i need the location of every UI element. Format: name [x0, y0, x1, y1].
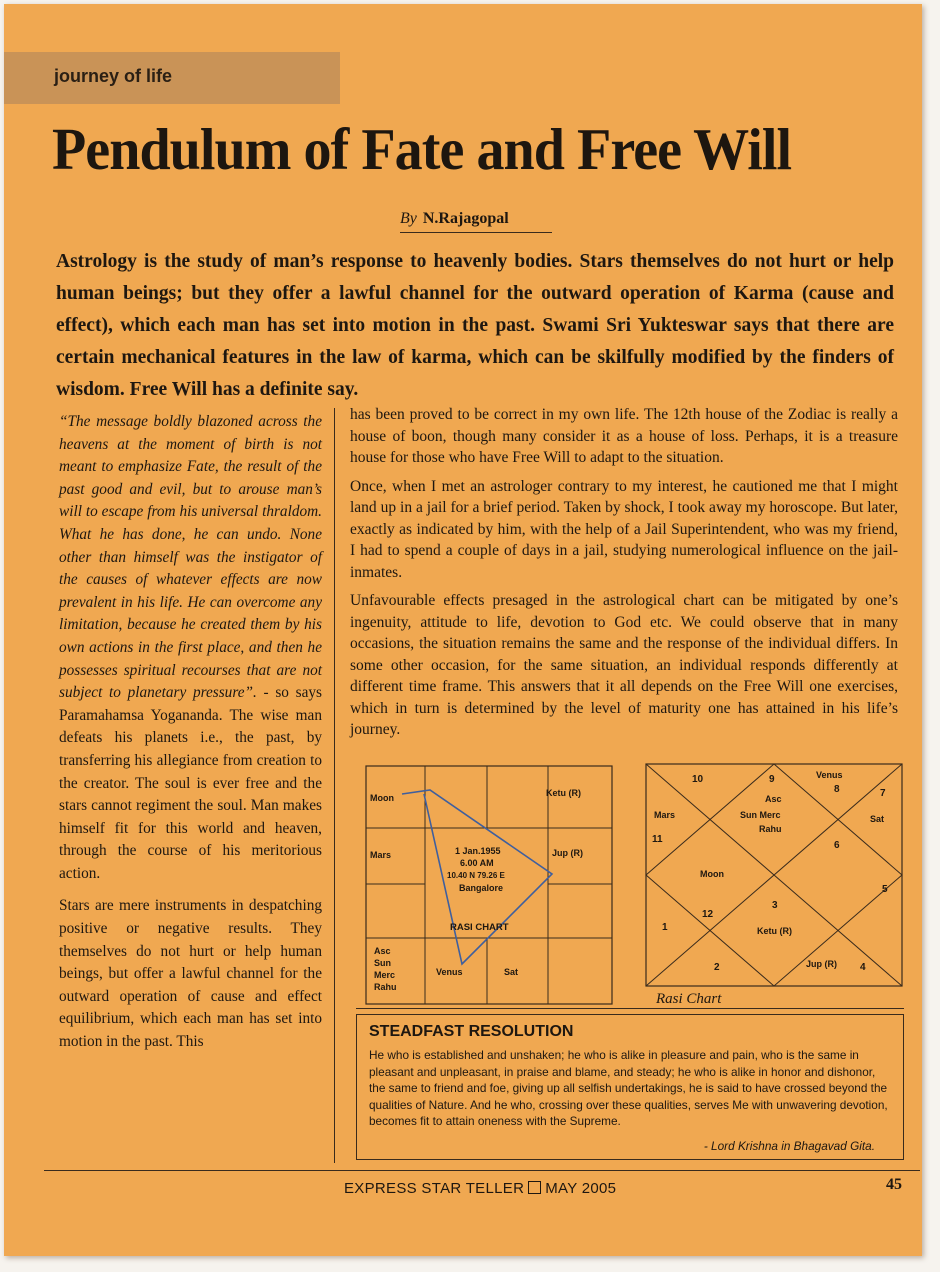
north-indian-rasi-chart: [644, 762, 906, 990]
nc-6: 6: [834, 840, 840, 851]
left-paragraph-2: Stars are mere instruments in despatching positive or negative results. They themselves do not hurt or help human beings, but offer a lawful channel for the outward operation of cause and effect equilibrium, which each man has set into motion in the past. This: [59, 897, 322, 1051]
square-bullet-icon: [528, 1181, 541, 1194]
nc-7: 7: [880, 788, 886, 799]
nc-5: 5: [882, 884, 888, 895]
steadfast-resolution-box: [356, 1014, 904, 1160]
nc-rahu: Rahu: [759, 824, 782, 834]
column-divider: [334, 408, 335, 1163]
right-paragraph-2: Once, when I met an astrologer contrary to my interest, he cautioned me that I might land up in a jail for a brief period. Taken by shock, I took away my horoscope. But later, exactly as indicated by him, with the help of a Jail Superintendent, who was my friend, I had to spend a couple of days in a jail, studying numerological influence on the jail-inmates.: [350, 477, 898, 581]
byline-author: N.Rajagopal: [422, 210, 509, 227]
sc-coords: 10.40 N 79.26 E: [447, 871, 505, 880]
right-paragraph-1: has been proved to be correct in my own life. The 12th house of the Zodiac is really a house of boon, though many consider it as a house of loss. Perhaps, it is a treasure house for those who have Free Will to adapt to the situation.: [350, 406, 898, 466]
sc-jup: Jup (R): [552, 848, 583, 858]
sc-mars: Mars: [370, 850, 392, 860]
sc-place: Bangalore: [459, 883, 504, 893]
section-label: journey of life: [54, 66, 173, 86]
footer-magazine: EXPRESS STAR TELLER: [344, 1180, 525, 1197]
nc-mars: Mars: [654, 810, 676, 820]
right-paragraph-3: Unfavourable effects presaged in the astrological chart can be mitigated by one’s ingenuity, attitude to life, devotion to God etc. We could observe that in many occasions, the situation remains the same and the response of the individual differs. In some other occasion, for the same situation, an individual responds differently at different time frame. This answers that it all depends on the Free Will one exercises, which in turn is determined by the level of maturity one has attained in his life’s journey.: [350, 592, 898, 738]
south-indian-rasi-chart: [360, 764, 616, 1008]
sc-asc: Asc: [374, 946, 391, 956]
rasi-chart-caption: Rasi Chart: [656, 991, 722, 1007]
nc-10: 10: [692, 774, 704, 785]
nc-sun-merc: Sun Merc: [740, 810, 781, 820]
nc-9: 9: [769, 774, 775, 785]
nc-ketu: Ketu (R): [757, 926, 792, 936]
box-attribution: - Lord Krishna in Bhagavad Gita.: [703, 1139, 875, 1153]
sc-venus: Venus: [436, 967, 463, 977]
page-number: 45: [886, 1176, 902, 1193]
sc-date: 1 Jan.1955: [455, 846, 501, 856]
sc-sun: Sun: [374, 958, 391, 968]
nc-3: 3: [772, 900, 778, 911]
footer: [344, 1180, 616, 1197]
byline: [400, 210, 509, 228]
sc-sat: Sat: [504, 967, 519, 977]
article-title: Pendulum of Fate and Free Will: [52, 116, 792, 182]
nc-1: 1: [662, 922, 668, 933]
nc-sat: Sat: [870, 814, 885, 824]
nc-11: 11: [652, 834, 663, 845]
sc-moon: Moon: [370, 793, 394, 803]
yogananda-quote: “The message boldly blazoned across the heavens at the moment of birth is not meant to emphasize Fate, the result of the past good and evil, but to arouse man’s will to escape from his universal thraldom. What he has done, he can undo. None other than himself was the instigator of the causes of whatever effects are now prevalent in his life. He can overcome any limitation, because he created them by his own actions in the first place, and then he possesses spiritual recourses that are not subject to planetary pressure”.: [59, 413, 322, 702]
nc-moon: Moon: [700, 869, 724, 879]
box-heading: STEADFAST RESOLUTION: [369, 1023, 574, 1040]
byline-prefix: By: [400, 210, 417, 227]
nc-2: 2: [714, 962, 720, 973]
right-column: [350, 404, 898, 748]
quote-tail: - so says Paramahamsa Yogananda. The wise man defeats his planets i.e., the past, by transferring his allegiance from creation to the creator. The soul is ever free and the stars cannot regiment the soul. Man makes himself fit for this world and heaven, through the course of his meritorious action.: [59, 684, 322, 882]
nc-4: 4: [860, 962, 866, 973]
sc-merc: Merc: [374, 970, 396, 980]
nc-venus: Venus: [816, 770, 843, 780]
byline-underline: [400, 232, 552, 233]
sc-ketu: Ketu (R): [546, 788, 581, 798]
footer-rule: [44, 1170, 920, 1171]
lead-paragraph: Astrology is the study of man’s response to heavenly bodies. Stars themselves do not hurt or help human beings; but they offer a lawful channel for the outward operation of Karma (cause and effect), which each man has set into motion in the past. Swami Sri Yukteswar says that there are certain mechanical features in the law of karma, which can be skilfully modified by the finders of wisdom. Free Will has a definite say.: [56, 251, 894, 400]
nc-jup: Jup (R): [806, 959, 837, 969]
left-column: [59, 411, 322, 1064]
sc-label: RASI CHART: [450, 922, 509, 933]
nc-8: 8: [834, 784, 840, 795]
nc-12: 12: [702, 909, 714, 920]
box-text: He who is established and unshaken; he who is alike in pleasure and pain, who is the same in pleasant and unpleasant, in praise and blame, and steady; he who is alike in honor and dishonor, the same to friend and foe, giving up all selfish undertakings, he is said to have crossed beyond the qualities of Nature. And he who, crossing over these qualities, serves Me with unwavering devotion, becomes fit to attain oneness with the Supreme.: [369, 1048, 888, 1129]
footer-date: MAY 2005: [545, 1180, 617, 1197]
nc-asc: Asc: [765, 794, 782, 804]
sc-time: 6.00 AM: [460, 858, 494, 868]
magazine-page: [4, 4, 922, 1256]
sc-rahu: Rahu: [374, 982, 397, 992]
box-top-rule: [356, 1008, 904, 1009]
section-band: [4, 52, 340, 104]
